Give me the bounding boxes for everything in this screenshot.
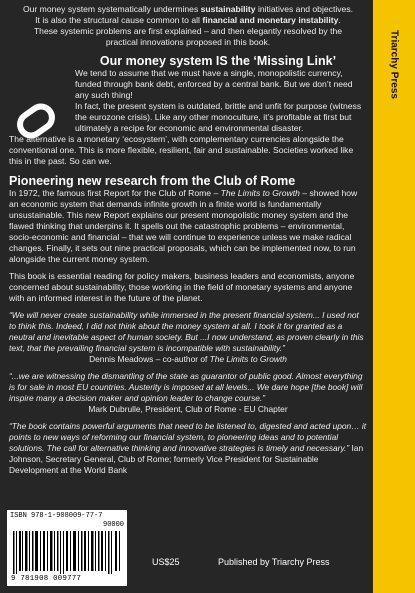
book-title: The Limits to Growth <box>220 188 300 198</box>
intro-emphasis: financial and monetary instability <box>202 15 339 25</box>
isbn-digits: 9 781908 009777 <box>11 575 82 583</box>
spine-publisher: Triarchy Press <box>388 30 400 99</box>
intro-text: . <box>338 15 341 25</box>
barcode-bars <box>11 531 123 574</box>
paragraph-text: In 1972, the famous first Report for the Club of Rome – <box>9 188 221 198</box>
price: US$25 <box>152 557 180 567</box>
section1-paragraph: The alternative is a monetary ‘ecosystem’, with complementary currencies alongside the conventional one. This is more flexible, resilient, fair and sustainable. Societies worked like this in the past. So can we. <box>9 134 354 166</box>
attribution-text: Ian Johnson, Secretary General, Club of Rome; formerly Vice President for Sustainable Development at the World Bank <box>9 443 364 475</box>
intro-blurb <box>9 4 367 48</box>
isbn-barcode <box>7 510 127 586</box>
section1-paragraph: In fact, the present system is outdated, brittle and unfit for purpose (witness the eurozone crisis). Like any other monoculture, it’s profitable at first but ultimately a recipe for economic and environmental disaster. <box>75 101 362 133</box>
attribution-text: Dennis Meadows – co-author of <box>89 354 210 364</box>
quote-text: “...we are witnessing the dismantling of the state as guarantor of public good. Almost everything is for sale in most EU countries. Austerity is imposed at all levels... We dare hope [the book] will inspire many a decision maker and opinion leader to change course.” <box>9 371 363 403</box>
section-heading-missing-link: Our money system IS the ‘Missing Link’ <box>99 54 337 68</box>
attribution-text: Mark Dubrulle, President, Club of Rome - EU Chapter <box>88 404 288 414</box>
intro-text: initiatives and objectives. <box>255 4 354 14</box>
intro-emphasis: sustainability <box>200 4 256 14</box>
spine-strip <box>373 0 415 593</box>
quote <box>9 310 367 365</box>
section1-paragraph: We tend to assume that we must have a single, monopolistic currency, funded through bank debt, enforced by a central bank. But we don’t need any such thing! <box>75 68 353 100</box>
quote-attribution <box>9 404 367 415</box>
publisher-credit: Published by Triarchy Press <box>218 557 330 567</box>
intro-text: These systemic problems are first explained – and then elegantly resolved by the <box>33 26 343 36</box>
cover-text <box>9 4 367 482</box>
quote-text <box>9 421 367 476</box>
quote <box>9 421 367 476</box>
intro-text: Our money system systematically undermines <box>22 4 201 14</box>
section2-paragraph <box>9 188 367 265</box>
attribution-title: The Limits to Growth <box>209 354 287 364</box>
quote-attribution <box>9 354 367 365</box>
paragraph-text: – showed how an economic system that demands infinite growth in a finite world is fundamentally unsustainable. This new Report explains our present monopolistic money system and the flawed thinking that underpins it. It spells out the catastrophic problems – environmental, socio-economic and financial – that we will continue to experience unless we make radical changes. Finally, it sets out nine practical proposals, which can be implemented now, to run alongside the current money system. <box>9 188 358 264</box>
price-code: 90000 <box>103 521 125 529</box>
section2-paragraph: This book is essential reading for policy makers, business leaders and economists, anyone concerned about sustainability, those working in the field of monetary systems and anyone with an informed interest in the future of the planet. <box>9 271 355 303</box>
quote-body: “The book contains powerful arguments that need to be listened to, digested and acted upon… it points to new ways of reforming our financial system, to pioneering ideas and to potential solutions. The call for alternative thinking and innovative strategies is timely and necessary.” <box>9 421 367 453</box>
intro-text: It is also the structural cause common to all <box>35 15 203 25</box>
intro-text: practical innovations proposed in this book. <box>105 37 271 47</box>
section-heading-club-of-rome: Pioneering new research from the Club of Rome <box>9 174 296 188</box>
club-of-rome-logo-icon <box>11 96 61 146</box>
quote-text: “We will never create sustainability while immersed in the present financial system... I used not to think this. Indeed, I did not think about the money system at all. I took it for granted as a neutral and inevitable aspect of human society. But ...I now understand, as proven clearly in this text, that the prevailing financial system is incompatible with sustainability.” <box>9 310 364 353</box>
quote <box>9 371 367 415</box>
isbn-label: ISBN 978-1-908009-77-7 <box>10 512 103 520</box>
